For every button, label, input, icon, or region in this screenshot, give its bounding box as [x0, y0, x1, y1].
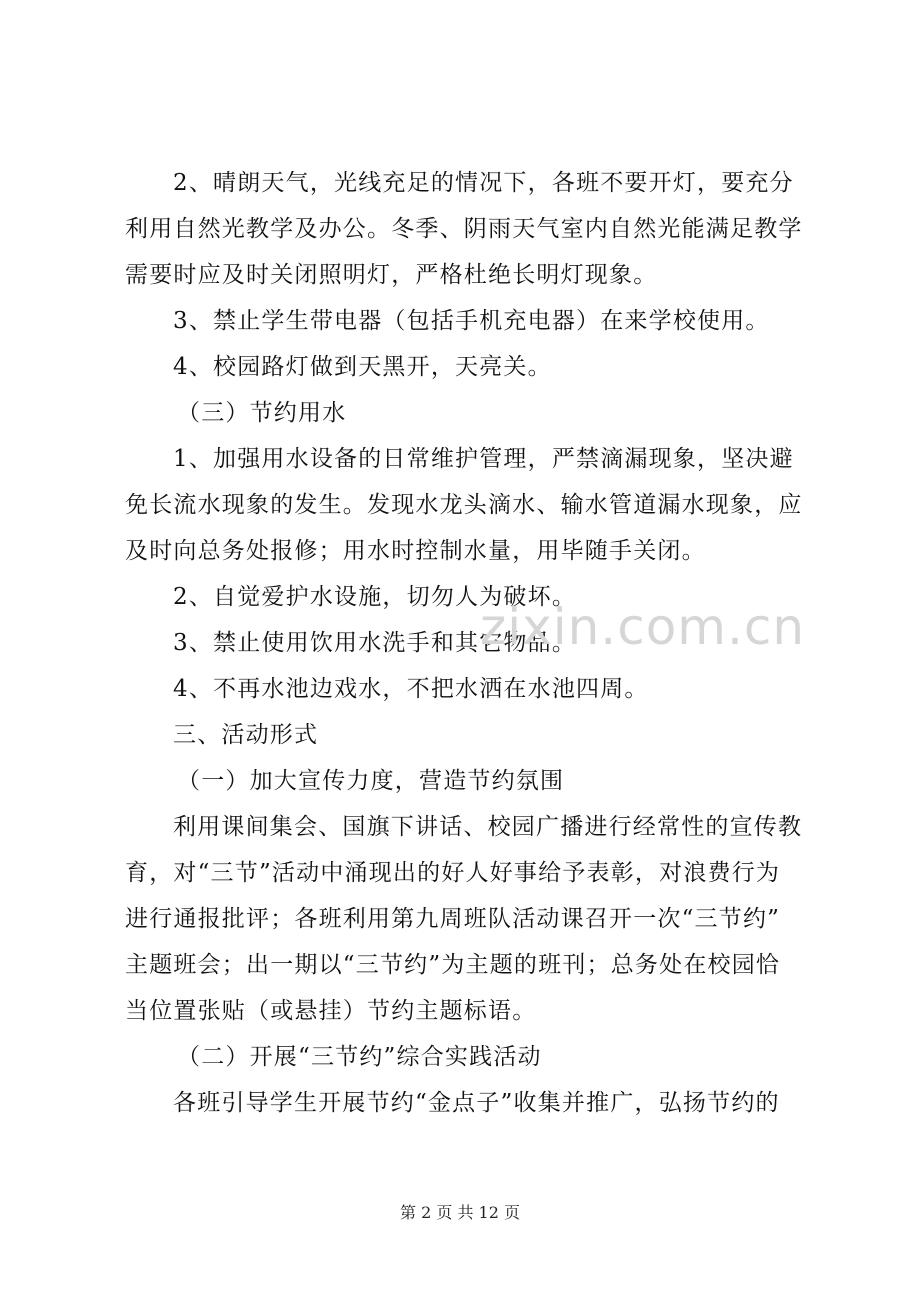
paragraph-line: 各班引导学生开展节约“金点子”收集并推广，弘扬节约的: [173, 1090, 780, 1116]
paragraph-line: 4、不再水池边戏水，不把水洒在水池四周。: [173, 676, 649, 702]
paragraph-line: 及时向总务处报修；用水时控制水量，用毕随手关闭。: [125, 538, 706, 564]
paragraph-line: 育，对“三节”活动中涌现出的好人好事给予表彰，对浪费行为: [125, 860, 781, 886]
watermark: zixin.com.cn: [480, 598, 806, 656]
paragraph-line: 进行通报批评；各班利用第九周班队活动课召开一次“三节约”: [125, 906, 781, 932]
paragraph-line: 利用自然光教学及办公。冬季、阴雨天气室内自然光能满足教学: [125, 216, 803, 242]
section-heading: （三）节约用水: [177, 400, 347, 426]
paragraph-line: 4、校园路灯做到天黑开，天亮关。: [173, 354, 552, 380]
paragraph-line: 3、禁止学生带电器（包括手机充电器）在来学校使用。: [173, 308, 770, 334]
paragraph-line: 免长流水现象的发生。发现水龙头滴水、输水管道漏水现象，应: [125, 492, 803, 518]
paragraph-line: 需要时应及时关闭照明灯，严格杜绝长明灯现象。: [125, 262, 658, 288]
section-heading: （一）加大宣传力度，营造节约氛围: [177, 768, 565, 794]
paragraph-line: 1、加强用水设备的日常维护管理，严禁滴漏现象，坚决避: [173, 446, 794, 472]
section-heading: 三、活动形式: [173, 722, 319, 748]
section-heading: （二）开展“三节约”综合实践活动: [177, 1044, 542, 1070]
paragraph-line: 主题班会；出一期以“三节约”为主题的班刊；总务处在校园恰: [125, 952, 781, 978]
document-body: [125, 160, 805, 1126]
paragraph-line: 利用课间集会、国旗下讲话、校园广播进行经常性的宣传教: [173, 814, 803, 840]
page-footer: 第 2 页 共 12 页: [400, 1203, 520, 1222]
paragraph-line: 2、自觉爱护水设施，切勿人为破坏。: [173, 584, 577, 610]
paragraph-line: 2、晴朗天气，光线充足的情况下，各班不要开灯，要充分: [173, 170, 794, 196]
paragraph-line: 3、禁止使用饮用水洗手和其它物品。: [173, 630, 577, 656]
paragraph-line: 当位置张贴（或悬挂）节约主题标语。: [125, 998, 537, 1024]
